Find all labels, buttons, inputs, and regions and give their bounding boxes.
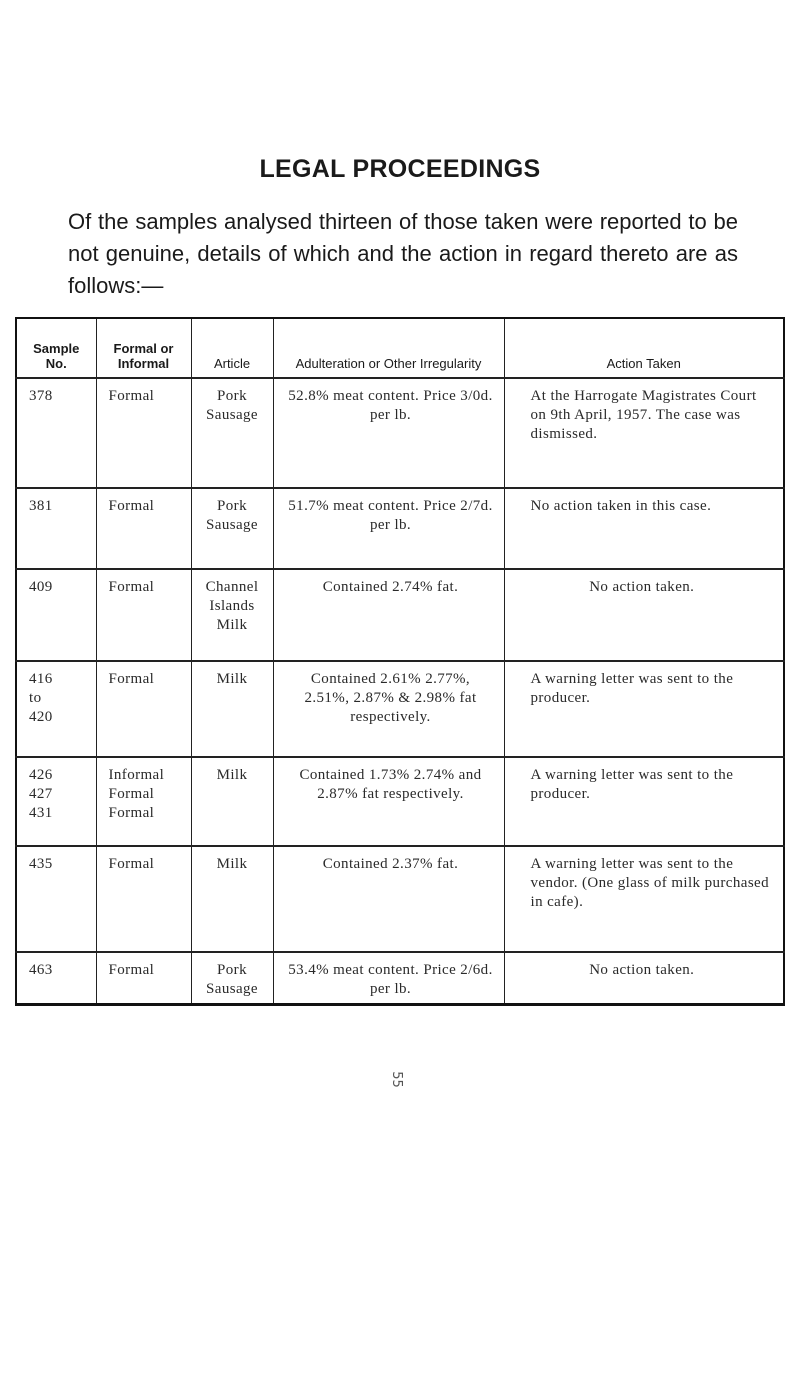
cell-sample-no: 416 to 420 — [16, 661, 96, 757]
cell-action-taken: No action taken. — [504, 952, 784, 1004]
header-formal-or-informal: Formal or Informal — [96, 318, 191, 378]
cell-sample-no: 426 427 431 — [16, 757, 96, 846]
cell-article: Milk — [191, 757, 273, 846]
cell-formal-informal: Formal — [96, 488, 191, 569]
cell-action-taken: A warning letter was sent to the producer. — [504, 661, 784, 757]
page-number: 55 — [388, 1071, 404, 1088]
table-row — [16, 757, 784, 846]
cell-adulteration: Contained 2.37% fat. — [273, 846, 504, 952]
header-adulteration: Adulteration or Other Irregularity — [273, 318, 504, 378]
cell-article: Channel Islands Milk — [191, 569, 273, 661]
table-row — [16, 569, 784, 661]
cell-adulteration: Contained 2.74% fat. — [273, 569, 504, 661]
legal-proceedings-table — [15, 317, 785, 1006]
cell-sample-no: 381 — [16, 488, 96, 569]
cell-sample-no: 463 — [16, 952, 96, 1004]
cell-adulteration: 53.4% meat content. Price 2/6d. per lb. — [273, 952, 504, 1004]
cell-action-taken: At the Harrogate Magistrates Court on 9th April, 1957. The case was dismissed. — [504, 378, 784, 488]
cell-formal-informal: Formal — [96, 569, 191, 661]
cell-action-taken: A warning letter was sent to the vendor. (One glass of milk purchased in cafe). — [504, 846, 784, 952]
table-row — [16, 846, 784, 952]
cell-adulteration: Contained 1.73% 2.74% and 2.87% fat respectively. — [273, 757, 504, 846]
cell-action-taken: No action taken. — [504, 569, 784, 661]
intro-paragraph: Of the samples analysed thirteen of those taken were reported to be not genuine, details of which and the action in regard thereto are as follows:— — [68, 209, 738, 298]
header-action-taken: Action Taken — [504, 318, 784, 378]
cell-article: Pork Sausage — [191, 378, 273, 488]
table-header-row — [16, 318, 784, 378]
header-article: Article — [191, 318, 273, 378]
table-row — [16, 488, 784, 569]
cell-article: Milk — [191, 846, 273, 952]
table-row — [16, 952, 784, 1004]
table-row — [16, 661, 784, 757]
cell-sample-no: 409 — [16, 569, 96, 661]
cell-article: Pork Sausage — [191, 488, 273, 569]
cell-article: Milk — [191, 661, 273, 757]
cell-action-taken: No action taken in this case. — [504, 488, 784, 569]
cell-formal-informal: Formal — [96, 378, 191, 488]
cell-article: Pork Sausage — [191, 952, 273, 1004]
cell-formal-informal: Formal — [96, 846, 191, 952]
cell-adulteration: 51.7% meat content. Price 2/7d. per lb. — [273, 488, 504, 569]
cell-adulteration: Contained 2.61% 2.77%, 2.51%, 2.87% & 2.98% fat respectively. — [273, 661, 504, 757]
cell-formal-informal: Informal Formal Formal — [96, 757, 191, 846]
table-row — [16, 378, 784, 488]
header-sample-no: Sample No. — [16, 318, 96, 378]
cell-formal-informal: Formal — [96, 661, 191, 757]
page-title: LEGAL PROCEEDINGS — [259, 155, 541, 183]
cell-action-taken: A warning letter was sent to the producer. — [504, 757, 784, 846]
cell-sample-no: 378 — [16, 378, 96, 488]
cell-formal-informal: Formal — [96, 952, 191, 1004]
cell-adulteration: 52.8% meat content. Price 3/0d. per lb. — [273, 378, 504, 488]
cell-sample-no: 435 — [16, 846, 96, 952]
